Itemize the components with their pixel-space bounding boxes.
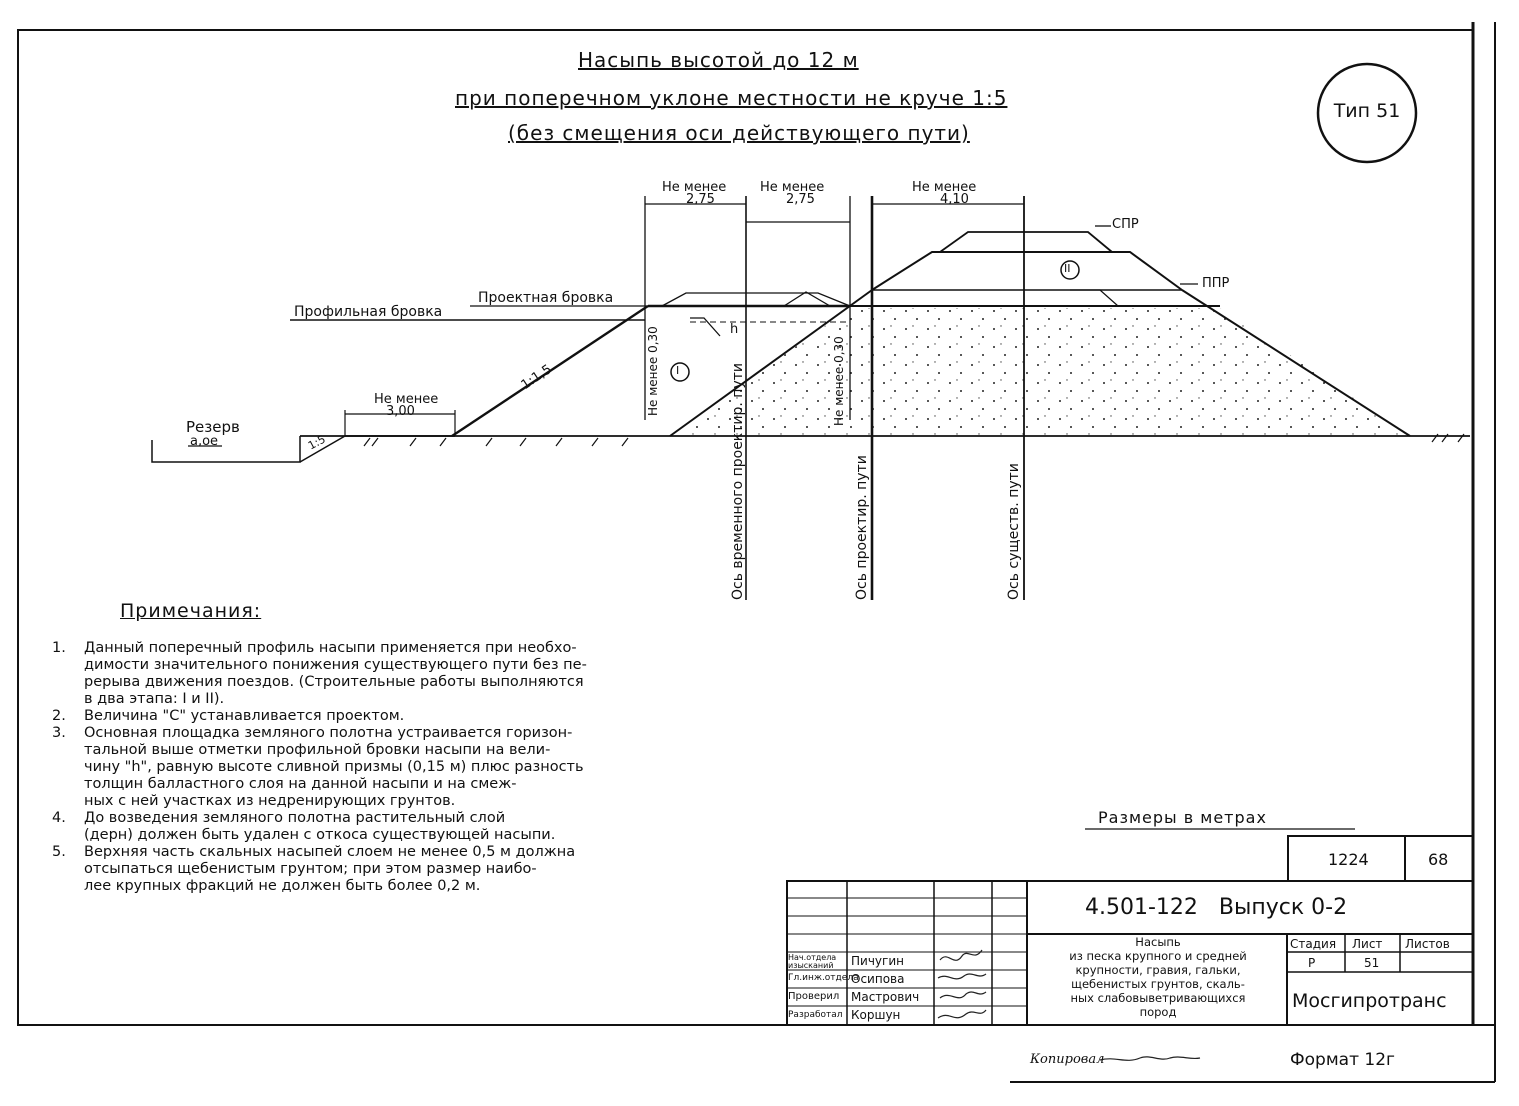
stage-two-prism: [872, 252, 1182, 290]
axis-design-label: Ось проектир. пути: [854, 455, 870, 600]
role-1: Нач.отдела изысканий: [788, 953, 837, 970]
reserve-slope-label: 1:5: [305, 432, 328, 453]
title-line-1: Насыпь высотой до 12 м: [578, 48, 859, 72]
reserve-sub-label: а,ое: [190, 434, 219, 449]
sheet-value: 51: [1364, 956, 1380, 970]
role-2: Гл.инж.отдела: [788, 973, 859, 983]
dim-1-value: 2,75: [686, 192, 715, 207]
ppr-label: ППР: [1202, 276, 1230, 291]
sheets-header: Листов: [1405, 937, 1450, 951]
title-line-2: при поперечном уклоне местности не круче 1:5: [455, 86, 1008, 110]
stamp-number-1224: 1224: [1328, 850, 1369, 869]
format-label: Формат 12г: [1290, 1050, 1395, 1070]
role-4: Разработал: [788, 1010, 843, 1020]
spr-label: СПР: [1112, 217, 1139, 232]
dim-2-label: Не менее: [760, 180, 825, 195]
copied-label: Копировал: [1030, 1052, 1105, 1067]
dim-3-label: Не менее: [912, 180, 977, 195]
stamp-description: Насыпь из песка крупного и средней крупности, гравия, гальки, щебенистых грунтов, скаль- ных слабовыветривающихся пород: [1069, 935, 1247, 1019]
dim-3-value: 4,10: [940, 192, 969, 207]
stamp-code: 4.501-122 Выпуск 0-2: [1085, 895, 1348, 920]
note-item: 2. Величина "С" устанавливается проектом.: [52, 708, 405, 724]
sizes-note: Размеры в метрах: [1098, 808, 1267, 827]
note-item: 3. Основная площадка земляного полотна устраивается горизон- тальной выше отметки профильной бровки насыпи на вели- чину "h", равную высоте сливной призмы (0,15 м) плюс разность толщин балластного слоя на данной насыпи и на смеж- ных с ней участках из недренирующих грунтов.: [52, 725, 584, 809]
title-line-3: (без смещения оси действующего пути): [508, 121, 970, 145]
role-3: Проверил: [788, 991, 840, 1002]
name-1: Пичугин: [851, 954, 904, 968]
stage-one-label: I: [676, 364, 680, 377]
notes-list: [52, 640, 792, 895]
sheet-header: Лист: [1352, 937, 1383, 951]
stage-two-label: II: [1064, 262, 1071, 275]
h-label: h: [730, 322, 739, 337]
type-badge: Тип 51: [1333, 100, 1401, 122]
dim-1-label: Не менее: [662, 180, 727, 195]
stamp-number-68: 68: [1428, 850, 1449, 869]
note-item: 4. До возведения земляного полотна растительный слой (дерн) должен быть удален с откоса существующей насыпи.: [52, 810, 556, 843]
slope-label: 1:1,5: [518, 361, 555, 394]
stage-value: Р: [1308, 956, 1316, 970]
reserve-dim-label: Не менее: [374, 392, 439, 407]
stage-header: Стадия: [1290, 937, 1337, 951]
existing-embankment: [670, 308, 1410, 436]
notes-heading: Примечания:: [120, 600, 262, 622]
min-left-label: Не менее 0,30: [646, 326, 660, 416]
axis-temp-label: Ось временного проектир. пути: [730, 363, 746, 600]
reserve-label: Резерв: [186, 418, 240, 436]
note-item: 1. Данный поперечный профиль насыпи применяется при необхо- димости значительного понижения существующего пути без пе- рерыва движения поездов. (Строительные работы выполняются в два этапа: I и II).: [52, 640, 587, 707]
name-2: Осипова: [851, 972, 905, 986]
name-3: Мастрович: [851, 990, 920, 1004]
note-item: 5. Верхняя часть скальных насыпей слоем не менее 0,5 м должна отсыпаться щебенистым грунтом; при этом размер наибо- лее крупных фракций не должен быть более 0,2 м.: [52, 844, 576, 894]
reserve-dim-value: 3,00: [386, 404, 415, 419]
organization-name: Мосгипротранс: [1292, 990, 1447, 1012]
design-edge-label: Проектная бровка: [478, 290, 614, 306]
dim-2-value: 2,75: [786, 192, 815, 207]
axis-existing-label: Ось существ. пути: [1006, 463, 1022, 600]
profile-edge-label: Профильная бровка: [294, 304, 443, 320]
name-4: Коршун: [851, 1008, 901, 1022]
min-right-label: Не менее 0,30: [832, 336, 846, 426]
